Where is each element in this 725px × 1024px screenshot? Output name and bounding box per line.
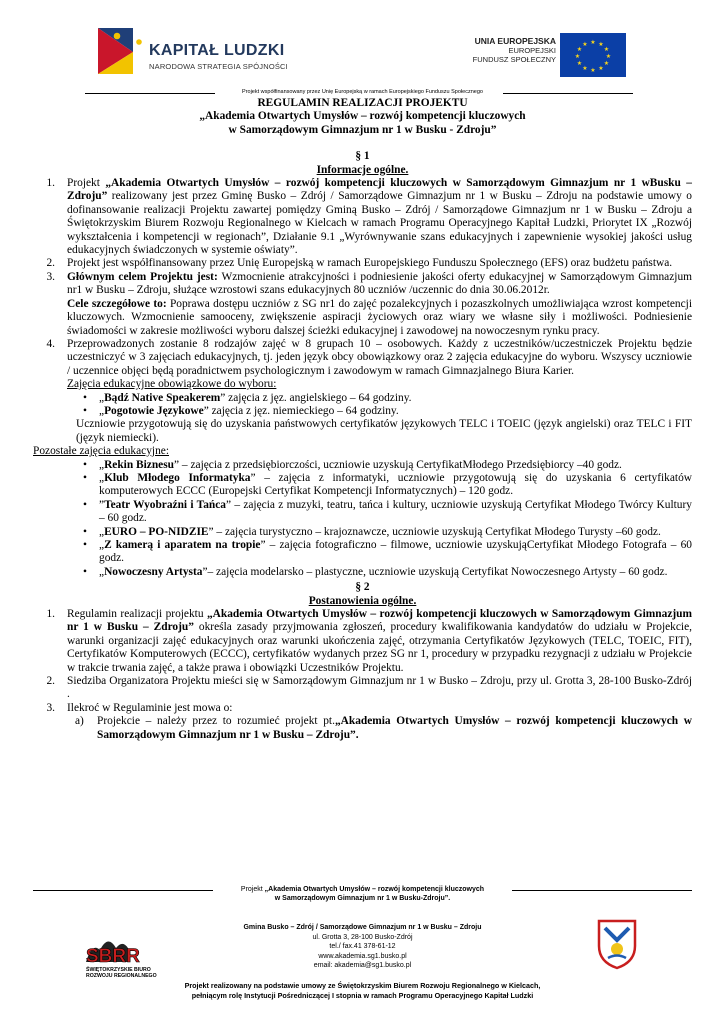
eu-label: UNIA EUROPEJSKA — [474, 36, 556, 46]
text: ” – zajęcia z muzyki, teatru, tańca i kultury, uczniowie uzyskują Certyfikat Młodego Twórcy Kultury – 60 godz. — [99, 498, 692, 525]
svg-text:★: ★ — [574, 53, 581, 60]
list-item — [33, 405, 692, 418]
list-number: 4. — [46, 337, 55, 350]
doc-title-1: REGULAMIN REALIZACJI PROJEKTU — [257, 97, 468, 109]
svg-text:★: ★ — [605, 53, 612, 60]
section-1-item-1 — [33, 177, 692, 257]
efs-label-1: EUROPEJSKI — [508, 46, 556, 55]
specific-goals-label: Cele szczegółowe to: — [67, 297, 167, 310]
text: „ — [99, 391, 105, 404]
list-item — [33, 566, 692, 579]
bullet-icon: • — [83, 539, 87, 551]
list-item — [33, 526, 692, 539]
text: ” — [99, 498, 105, 511]
list-item — [33, 392, 692, 405]
list-number: 3. — [46, 701, 55, 714]
text: Projekt jest współfinansowany przez Unię Europejską w ramach Europejskiego Funduszu Społecznego (EFS) oraz budżetu państwa. — [67, 257, 673, 270]
section-2-sign: § 2 — [355, 581, 370, 594]
definition-a — [33, 715, 692, 742]
sbrr-name-1: ŚWIĘTOKRZYSKIE BIURO — [86, 967, 151, 973]
section-1-item-2 — [33, 257, 692, 270]
course-name: Klub Młodego Informatyka — [104, 471, 251, 484]
kapital-ludzki-subtitle: NARODOWA STRATEGIA SPÓJNOŚCI — [149, 62, 288, 71]
efs-label-2: FUNDUSZ SPOŁECZNY — [472, 55, 556, 64]
list-number: 3. — [46, 270, 55, 283]
sbrr-name-2: ROZWOJU REGIONALNEGO — [86, 973, 157, 979]
eu-fund-label — [468, 37, 556, 64]
svg-text:★: ★ — [590, 67, 596, 74]
text: Przeprowadzonych zostanie 8 rodzajów zajęć w 8 grupach 10 – osobowych. Każdy z uczestników/uczestniczek Projektu będzie uczestniczyć w 3 zajęciach edukacyjnych, tj. jeden język obcy obowiązkowy oraz 2 zajęcia edukacyjne do wyboru. Wszyscy uczniowie / uczennice objęci będą poradnictwem psychologicznym i zawodowym w ramach Gimnazjalnego Biura Karier. — [67, 337, 692, 377]
footer-project — [0, 885, 725, 903]
text: Siedziba Organizatora Projektu mieści się w Samorządowym Gimnazjum nr 1 w Busko – Zdroju, przy ul. Grotta 3, 28-100 Busko-Zdrój . — [67, 675, 692, 701]
doc-title-2: „Akademia Otwartych Umysłów – rozwój kompetencji kluczowych — [199, 110, 526, 123]
text: Projekcie – należy przez to rozumieć projekt pt. — [97, 715, 335, 728]
bullet-icon: • — [83, 458, 87, 471]
text: pełniącym rolę Instytucji Pośredniczącej I stopnia w ramach Programu Operacyjnego Kapitał Ludzki — [191, 990, 534, 1000]
bullet-icon: • — [83, 404, 87, 417]
bullet-icon: • — [83, 498, 87, 511]
text: ” – zajęcia fotograficzno – filmowe, uczniowie uzyskująCertyfikat Młodego Fotografa – 60 godz. — [99, 539, 692, 565]
organizer-website: www.akademia.sg1.busko.pl — [318, 952, 407, 960]
project-name: „Akademia Otwartych Umysłów – rozwój kompetencji kluczowych w Samorządowym Gimnazjum nr 1 wBusku – Zdroju” — [67, 177, 692, 203]
course-name: Rekin Biznesu — [104, 458, 175, 471]
course-name: Z kamerą i aparatem na tropie — [104, 539, 261, 551]
section-1-list — [33, 177, 692, 378]
organizer-name: Gmina Busko – Zdrój / Samorządowe Gimnazjum nr 1 w Busku – Zdroju — [243, 924, 482, 931]
text: ” zajęcia z jęz. niemieckiego – 64 godziny. — [203, 404, 399, 417]
bullet-icon: • — [83, 471, 87, 484]
eu-flag-icon — [560, 33, 626, 77]
course-name: EURO – PO-NIDZIE — [104, 525, 209, 538]
section-1-sign: § 1 — [355, 150, 370, 163]
mandatory-heading: Zajęcia edukacyjne obowiązkowe do wyboru: — [67, 378, 277, 391]
kapital-ludzki-title: KAPITAŁ LUDZKI — [149, 42, 285, 59]
organizer-street: ul. Grotta 3, 28-100 Busko-Zdrój — [312, 933, 413, 941]
list-item — [33, 472, 692, 499]
doc-title-3: w Samorządowym Gimnazjum nr 1 w Busku - Zdroju” — [228, 123, 497, 136]
text: „ — [99, 565, 105, 578]
text: ” – zajęcia z informatyki, uczniowie przygotowują się do uzyskania 6 certyfikatów komputerowych ECCC (Europejski Certyfikat Kompetencji Informatycznych) – 120 godz. — [99, 471, 693, 498]
svg-text:★: ★ — [603, 46, 610, 53]
text: „ — [99, 539, 105, 551]
project-name: „Akademia Otwartych Umysłów – rozwój kompetencji kluczowych w Samorządowym Gimnazjum nr 1 w Busku – Zdroju”. — [97, 715, 692, 741]
bullet-icon: • — [83, 525, 87, 538]
footer-funding-note — [0, 981, 725, 1000]
svg-text:★: ★ — [582, 41, 588, 48]
section-2-item-3 — [33, 702, 692, 715]
text: Ilekroć w Regulaminie jest mowa o: — [67, 701, 233, 714]
section-1-item-4 — [33, 338, 692, 378]
svg-text:★: ★ — [598, 41, 604, 48]
text: ” zajęcia z jęz. angielskiego – 64 godziny. — [220, 391, 412, 404]
sbrr-logo-text: SBRR — [86, 946, 140, 967]
project-name: „Akademia Otwartych Umysłów – rozwój kompetencji kluczowych w Samorządowym Gimnazjum nr 1 w Busku – Zdroju” — [67, 608, 692, 634]
list-item — [33, 459, 692, 472]
section-2-item-1 — [33, 608, 692, 675]
section-2-list — [33, 608, 692, 715]
list-item — [33, 539, 692, 566]
bullet-icon: • — [83, 391, 87, 404]
list-number: 1. — [46, 608, 55, 621]
svg-text:★: ★ — [590, 39, 596, 46]
svg-text:★: ★ — [576, 46, 583, 53]
other-heading: Pozostałe zajęcia edukacyjne: — [33, 445, 169, 458]
text: ” – zajęcia z przedsiębiorczości, uczniowie uzyskują CertyfikatMłodego Przedsiębiorcy –40 godz. — [174, 458, 622, 471]
text: Poprawa dostępu uczniów z SG nr1 do zajęć pozalekcyjnych i pozaszkolnych umożliwiająca wzrost kompetencji kluczowych. Wzmocnienie samooceny, zwiększenie aspiracji życiowych oraz wiary we własne siły i możliwości. Podniesienie świadomości w zakresie możliwości wyboru dalszej ścieżki edukacyjnej i zawodowej na nowoczesnym rynku pracy. — [67, 297, 692, 337]
mandatory-list — [33, 392, 692, 419]
course-name: Bądź Native Speakerem — [104, 391, 221, 404]
section-1-item-3 — [33, 271, 692, 338]
bullet-icon: • — [83, 565, 87, 578]
organizer-phone: tel./ fax.41 378-61-12 — [329, 943, 396, 950]
text: „ — [99, 525, 105, 538]
text: „Akademia Otwartych Umysłów – rozwój kompetencji kluczowych — [264, 886, 485, 893]
other-list — [33, 459, 692, 580]
text: „ — [99, 471, 105, 484]
text: Wzmocnienie atrakcyjności i podniesienie jakości oferty edukacyjnej w Samorządowym Gimnazjum nr1 w Busku – Zdroju, służące wzrostowi szans edukacyjnych 80 uczniów /uczennic do dnia 30.06.2012r. — [67, 270, 693, 297]
busko-crest-icon — [596, 918, 638, 970]
svg-text:★: ★ — [582, 65, 588, 72]
svg-text:★: ★ — [598, 65, 604, 72]
section-1-heading: Informacje ogólne. — [316, 163, 409, 176]
course-name: Pogotowie Językowe — [104, 404, 204, 417]
list-letter: a) — [75, 715, 84, 728]
list-number: 2. — [46, 675, 55, 688]
section-2-heading: Postanowienia ogólne. — [308, 594, 417, 607]
text: ”– zajęcia modelarsko – plastyczne, uczniowie uzyskują Certyfikat Nowoczesnego Artysty – 60 godz. — [202, 565, 668, 578]
document-body — [33, 97, 692, 742]
text: Projekt realizowany na podstawie umowy ze Świętokrzyskim Biurem Rozwoju Regionalnego w Kielcach, — [184, 981, 541, 990]
list-number: 2. — [46, 257, 55, 270]
course-name: Teatr Wyobraźni i Tańca — [104, 498, 226, 511]
organizer-email: email: akademia@sg1.busko.pl — [313, 962, 412, 969]
svg-text:★: ★ — [603, 60, 610, 67]
text: „ — [99, 404, 105, 417]
text: w Samorządowym Gimnazjum nr 1 w Busku-Zdroju”. — [274, 895, 451, 902]
text: Regulamin realizacji projektu — [67, 608, 207, 621]
certificate-note: Uczniowie przygotowują się do uzyskania państwowych certyfikatów językowych TELC i TOEIC (język angielski) oraz TELC i FIT (język niemiecki). — [76, 418, 692, 444]
cofinance-note: Projekt współfinansowany przez Unię Europejską w ramach Europejskiego Funduszu Społecznego — [242, 89, 483, 95]
svg-text:★: ★ — [576, 60, 583, 67]
section-2-item-2 — [33, 675, 692, 702]
text: realizowany jest przez Gminę Busko – Zdrój / Samorządowe Gimnazjum nr 1 w Busku – Zdroju na podstawie umowy o dofinansowanie realizacji Projektu zawartej pomiędzy Gminą Busko – Zdrój / Samorządowe Gimnazjum nr 1 w Busku – Zdroju a Świętokrzyskim Biurem Rozwoju Regionalnego w Kielcach w ramach Programu Operacyjnego Kapitał Ludzki, Priorytet IX „Rozwój wykształcenia i kompetencji w regionach”, Działanie 9.1 „Wyrównywanie szans edukacyjnych i zapewnienie wysokiej jakości usług edukacyjnych świadczonych w systemie oświaty”. — [67, 190, 692, 257]
list-item — [33, 499, 692, 526]
text: ” – zajęcia turystyczno – krajoznawcze, uczniowie uzyskują Certyfikat Młodego Turysty –60 godz. — [208, 525, 661, 538]
text: Projekt — [67, 177, 106, 190]
course-name: Nowoczesny Artysta — [104, 565, 203, 578]
main-goal-label: Głównym celem Projektu jest: — [67, 270, 218, 283]
text: określa zasady przyjmowania zgłoszeń, procedury kwalifikowania kandydatów do udziału w Projekcie, warunki organizacji zajęć edukacyjnych oraz warunki ukończenia zajęć, otrzymania Certyfikatów Językowych (TELC, TOEIC, FIT), Certyfikatów Komputerowych (ECCC), certyfikatów wydanych przez SG nr 1, procedury w przypadku rezygnacji z udziału w Projekcie w trakcie trwania zajęć, a także prawa i obowiązki Uczestników Projektu. — [67, 621, 692, 674]
text: „ — [99, 458, 105, 471]
text: Projekt — [240, 886, 265, 893]
list-number: 1. — [46, 177, 55, 190]
